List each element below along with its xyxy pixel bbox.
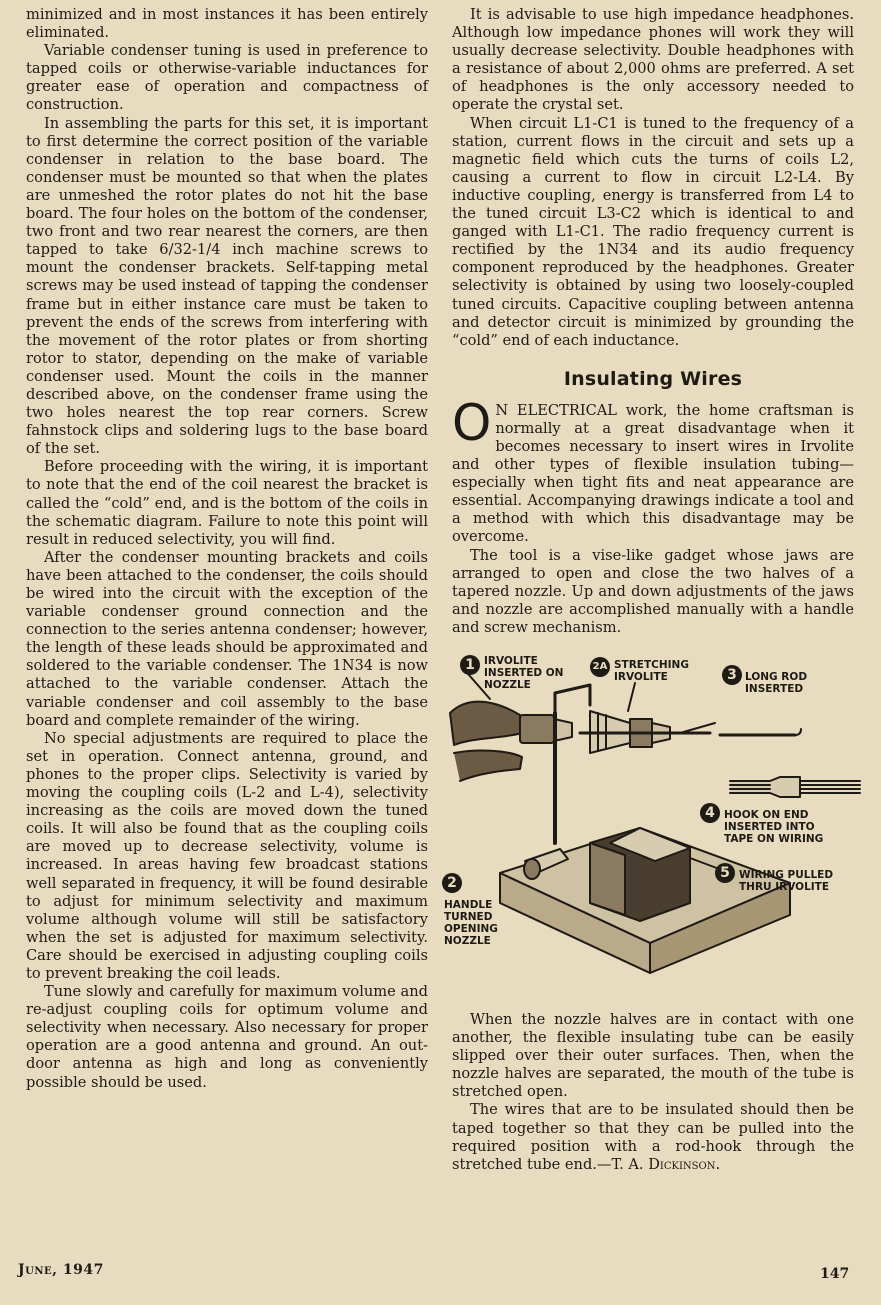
paragraph: minimized and in most instances it has been entirely eliminated. <box>26 6 428 42</box>
callout-number-2a: 2A <box>590 657 610 677</box>
paragraph: When circuit L1-C1 is tuned to the frequency of a station, current flows in the circuit and sets up a magnetic field which cuts the turns of coils L2, causing a current to flow in circuit L2-L4. By inductive coupling, energy is transferred from L4 to the tuned circuit L3-C2 which is identical to and ganged with L1-C1. The radio frequency current is rectified by the 1N34 and its audio frequency component reproduced by the headphones. Greater selectivity is obtained by using two loosely-coupled tuned circuits. Capacitive coupling between antenna and detector circuit is minimized by grounding the “cold” end of each inductance. <box>452 114 854 349</box>
drop-cap: O <box>452 393 492 452</box>
paragraph: After the condenser mounting brackets and coils have been attached to the condenser, the coils should be wired into the circuit with the exception of the variable condenser ground connection and the connection to the series antenna condenser; however, the length of these leads should be approximated and soldered to the variable condenser. The 1N34 is now attached to the variable condenser. Attach the variable condenser and coil assembly to the base board and complete remainder of the wiring. <box>26 548 428 729</box>
left-column <box>26 6 428 1092</box>
paragraph: It is advisable to use high impedance headphones. Although low impedance phones will work they will usually decrease selectivity. Double headphones with a resistance of about 2,000 ohms are preferred. A set of headphones is the only accessory needed to operate the crystal set. <box>452 6 854 114</box>
callout-label-4: HOOK ON END INSERTED INTO TAPE ON WIRING <box>724 809 824 845</box>
callout-label-3: LONG ROD INSERTED <box>745 671 808 695</box>
paragraph: Variable condenser tuning is used in preference to tapped coils or otherwise-variable inductances for greater ease of operation and compactness of construction. <box>26 42 428 114</box>
callout-number-5: 5 <box>715 863 735 883</box>
tool-illustration <box>440 653 870 993</box>
page-number: 147 <box>820 1266 850 1282</box>
callout-number-1: 1 <box>460 655 480 675</box>
dropcap-paragraph <box>452 393 854 547</box>
callout-label-1: IRVOLITE INSERTED ON NOZZLE <box>484 655 564 691</box>
callout-number-3: 3 <box>722 665 742 685</box>
callout-label-5: WIRING PULLED THRU IRVOLITE <box>739 869 834 893</box>
paragraph: Tune slowly and carefully for maximum volume and re-adjust coupling coils for optimum volume and selectivity when necessary. Also necessary for proper operation are a good antenna and ground. An out-door antenna as high and long as conveniently possible should be used. <box>26 983 428 1091</box>
paragraph: No special adjustments are required to place the set in operation. Connect antenna, ground, and phones to the proper clips. Selectivity is varied by moving the coupling coils (L-2 and L-4), selectivity increasing as the coils are moved down the tuned coils. It will also be found that as the coupling coils are moved up to decrease selectivity, volume is increased. In areas having few broadcast stations well separated in frequency, it will be found desirable to adjust for minimum selectivity and maximum volume although volume will still be satisfactory when the set is adjusted for maximum selectivity. Care should be exercised in adjusting coupling coils to prevent breaking the coil leads. <box>26 729 428 982</box>
section-title: Insulating Wires <box>563 367 743 390</box>
callout-label-2a: STRETCHING IRVOLITE <box>614 659 689 683</box>
paragraph: In assembling the parts for this set, it is important to first determine the correct position of the variable condenser in relation to the base board. The condenser must be mounted so that when the plates are unmeshed the rotor plates do not hit the base board. The four holes on the bottom of the condenser, two front and two rear nearest the corners, are then tapped to take 6/32-1/4 inch machine screws to mount the condenser brackets. Self-tapping metal screws may be used instead of tapping the condenser frame but in either instance care must be taken to prevent the ends of the screws from interfering with the movement of the rotor plates or from shorting rotor to stator, depending on the make of variable condenser used. Mount the coils in the manner described above, on the condenser frame using the two holes nearest the top rear corners. Screw fahnstock clips and soldering lugs to the base board of the set. <box>26 114 428 458</box>
callout-label-2: HANDLE TURNED OPENING NOZZLE <box>444 899 498 947</box>
paragraph: The tool is a vise-like gadget whose jaws are arranged to open and close the two halves of a tapered nozzle. Up and down adjustments of the jaws and nozzle are accomplished manually with a handle and screw mechanism. <box>452 546 854 636</box>
dropcap-paragraph-text: N ELECTRICAL work, the home craftsman is normally at a great disadvantage when it becomes necessary to insert wires in Irvolite and other types of flexible insulation tubing—especially when tight fits and neat appearance are essential. Accompanying drawings indicate a tool and a method with which this disadvantage may be overcome. <box>452 401 854 546</box>
paragraph: Before proceeding with the wiring, it is important to note that the end of the coil nearest the bracket is called the “cold” end, and is the bottom of the coils in the schematic diagram. Failure to note this point will result in reduced selectivity, you will find. <box>26 458 428 548</box>
callout-number-4: 4 <box>700 803 720 823</box>
callout-number-2: 2 <box>442 873 462 893</box>
byline: T. A. Dickinson. <box>611 1155 721 1173</box>
paragraph-last <box>452 1101 854 1173</box>
right-column <box>444 6 854 1174</box>
paragraph: When the nozzle halves are in contact with one another, the flexible insulating tube can be easily slipped over their outer surfaces. Then, when the nozzle halves are separated, the mouth of the tube is stretched open. <box>452 1011 854 1101</box>
footer-date: June, 1947 <box>18 1262 104 1278</box>
last-paragraph-text: The wires that are to be insulated should then be taped together so that they can be pulled into the required position with a rod-hook through the stretched tube end.— <box>452 1101 854 1173</box>
